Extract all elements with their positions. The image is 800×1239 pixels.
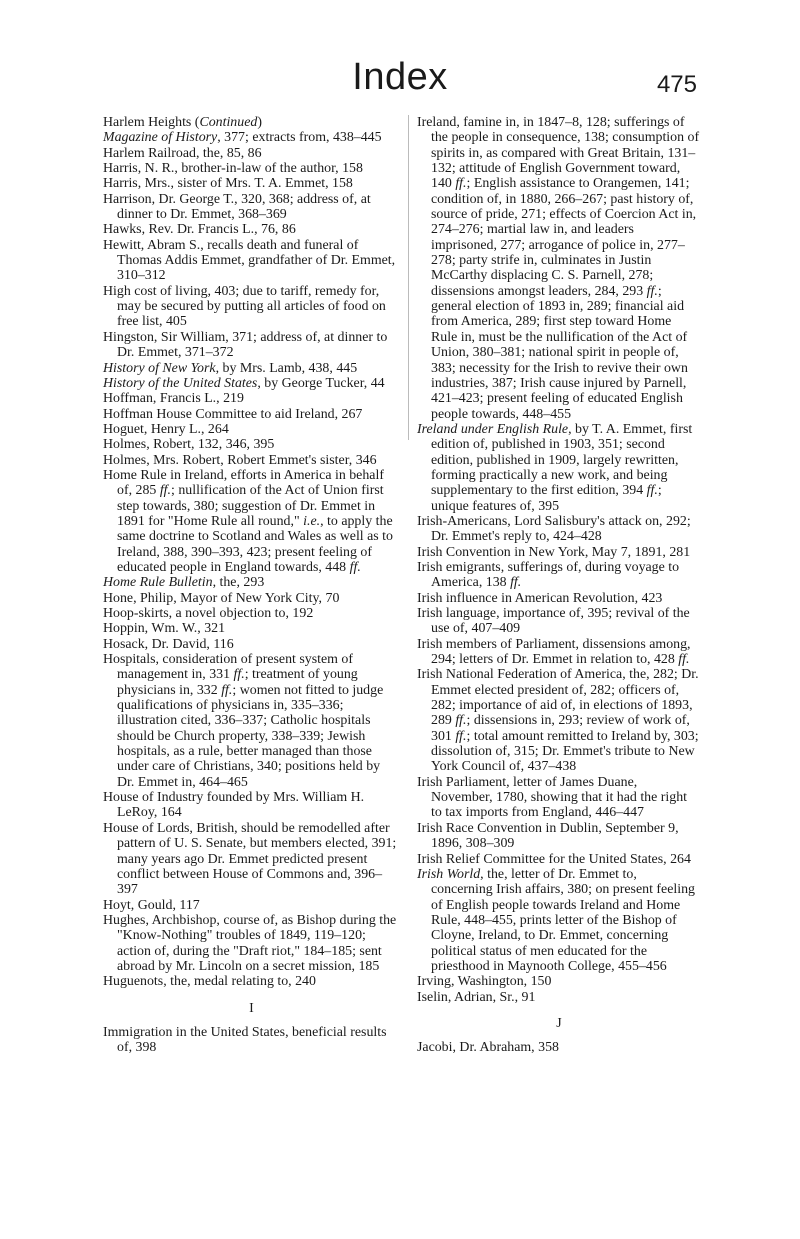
- index-entry: Hoppin, Wm. W., 321: [103, 621, 226, 637]
- index-entry: Hoffman House Committee to aid Ireland, 267: [103, 406, 363, 422]
- index-entry: Irish-Americans, Lord Salisbury's attack on, 292; Dr. Emmet's reply to, 424–428: [417, 513, 691, 545]
- right-after-entries: [417, 1040, 701, 1055]
- index-entry: Hoffman, Francis L., 219: [103, 391, 244, 407]
- index-entry: Home Rule in Ireland, efforts in America in behalf of, 285 ff.; nullification of the Act of Union first step towards, 380; suggestion of Dr. Emmet in 1891 for "Home Rule all round," i.e., to apply the same doctrine to Scotland and Wales as well as to Ireland, 388, 390–393, 423; present feeling of educated people in England towards, 448 ff.: [103, 467, 393, 575]
- index-entry: Irving, Washington, 150: [417, 974, 552, 990]
- index-entry: Irish National Federation of America, the, 282; Dr. Emmet elected president of, 282; officers of, 282; importance of aid of, in elections of 1893, 289 ff.; dissensions in, 293; review of work of, 301 ff.; total amount remitted to Ireland by, 303; dissolution of, 315; Dr. Emmet's tribute to New York Council of, 437–438: [417, 667, 699, 775]
- index-entry: Hewitt, Abram S., recalls death and funeral of Thomas Addis Emmet, grandfather of Dr. Emmet, 310–312: [103, 237, 396, 284]
- index-entry: High cost of living, 403; due to tariff, remedy for, may be secured by putting all articles of food on free list, 405: [103, 283, 386, 330]
- index-entry: Immigration in the United States, beneficial results of, 398: [103, 1024, 387, 1056]
- right-entries: [417, 115, 701, 1005]
- page-number: 475: [656, 71, 697, 98]
- index-entry: Harlem Railroad, the, 85, 86: [103, 145, 262, 161]
- index-entry: Hospitals, consideration of present system of management in, 331 ff.; treatment of young physicians in, 332 ff.; women not fitted to judge qualifications of physicians in, 335–336; illustration cited, 336–337; Catholic hospitals should be Church property, 338–339; Jewish hospitals, as a rule, better managed than those under care of Christians, 340; positions held by Dr. Emmet in, 464–465: [103, 652, 384, 790]
- index-entry: Iselin, Adrian, Sr., 91: [417, 989, 536, 1005]
- left-after-entries: [103, 1025, 400, 1056]
- index-entry: Irish World, the, letter of Dr. Emmet to, concerning Irish affairs, 380; on present feeling of English people towards Ireland and Home Rule, 448–455, prints letter of the Bishop of Cloyne, Ireland, to Dr. Emmet, concerning political status of men educated for the priesthood in Maynooth College, 455–456: [417, 866, 695, 974]
- index-entry: History of New York, by Mrs. Lamb, 438, 445: [103, 360, 358, 376]
- index-entry: Harlem Heights (Continued): [103, 115, 262, 130]
- index-entry: Hoop-skirts, a novel objection to, 192: [103, 606, 314, 621]
- column-divider: [408, 115, 409, 440]
- index-entry: Ireland, famine in, in 1847–8, 128; sufferings of the people in consequence, 138; consumption of spirits in, as compared with Great Britain, 131–132; attitude of English Government toward, 140 ff.; English assistance to Orangemen, 141; condition of, in 1880, 266–267; past history of, source of pride, 271; effects of Coercion Act in, 274–276; martial law in, and leaders imprisoned, 277; arrogance of police in, 277–278; party strife in, culminates in Justin McCarthy displacing C. S. Parnell, 278; dissensions amongst leaders, 284, 293 ff.; general election of 1893 in, 289; financial aid from America, 289; first step toward Home Rule in, must be the nullification of the Act of Union, 380–381; national spirit in people of, 383; necessity for the Irish to revive their own industries, 387; Irish cause injured by Parnell, 421–423; present feeling of educated English people towards, 448–455: [417, 115, 700, 422]
- section-letter-j: J: [556, 1015, 562, 1031]
- index-entry: Harrison, Dr. George T., 320, 368; address of, at dinner to Dr. Emmet, 368–369: [103, 191, 371, 223]
- index-entry: Holmes, Robert, 132, 346, 395: [103, 437, 275, 453]
- index-entry: Irish Convention in New York, May 7, 1891, 281: [417, 544, 691, 560]
- index-entry: Irish influence in American Revolution, 423: [417, 590, 663, 606]
- index-entry: Harris, N. R., brother-in-law of the author, 158: [103, 161, 363, 177]
- index-entry: Hingston, Sir William, 371; address of, at dinner to Dr. Emmet, 371–372: [103, 329, 388, 361]
- index-entry: Jacobi, Dr. Abraham, 358: [417, 1040, 559, 1056]
- index-entry: Ireland under English Rule, by T. A. Emmet, first edition of, published in 1903, 351; second edition, published in 1909, largely rewritten, forming practically a new work, and being supplementary to the first edition, 394 ff.; unique features of, 395: [417, 421, 693, 514]
- index-entry: Hawks, Rev. Dr. Francis L., 76, 86: [103, 222, 296, 238]
- index-entry: Magazine of History, 377; extracts from, 438–445: [103, 130, 382, 146]
- index-entry: Hughes, Archbishop, course of, as Bishop during the "Know-Nothing" troubles of 1849, 119–120; action of, during the "Draft riot," 184–185; sent abroad by Mr. Lincoln on a secret mission, 185: [103, 912, 397, 974]
- section-letter-i: I: [249, 1000, 254, 1016]
- index-entry: Hoyt, Gould, 117: [103, 897, 200, 913]
- index-column-right: [417, 115, 701, 1056]
- index-column-left: [103, 115, 400, 1056]
- left-entries: [103, 115, 400, 990]
- index-entry: History of the United States, by George Tucker, 44: [103, 375, 385, 391]
- index-entry: Irish Race Convention in Dublin, September 9, 1896, 308–309: [417, 820, 679, 852]
- index-entry: Hone, Philip, Mayor of New York City, 70: [103, 590, 340, 606]
- index-entry: Irish Parliament, letter of James Duane, November, 1780, showing that it had the right to tax imports from England, 446–447: [417, 774, 687, 821]
- index-entry: House of Lords, British, should be remodelled after pattern of U. S. Senate, but members elected, 391; many years ago Dr. Emmet predicted present conflict between House of Commons and, 396–397: [103, 820, 397, 898]
- index-entry: House of Industry founded by Mrs. William H. LeRoy, 164: [103, 790, 365, 821]
- index-entry: Irish Relief Committee for the United States, 264: [417, 851, 691, 867]
- index-entry: Hosack, Dr. David, 116: [103, 636, 234, 652]
- index-entry: Irish emigrants, sufferings of, during voyage to America, 138 ff.: [417, 559, 680, 591]
- page-title: Index: [352, 56, 448, 98]
- index-entry: Holmes, Mrs. Robert, Robert Emmet's sister, 346: [103, 452, 377, 468]
- index-entry: Irish members of Parliament, dissensions among, 294; letters of Dr. Emmet in relation to, 428 ff.: [417, 636, 691, 668]
- index-entry: Irish language, importance of, 395; revival of the use of, 407–409: [417, 606, 690, 637]
- index-entry: Huguenots, the, medal relating to, 240: [103, 974, 316, 990]
- index-entry: Harris, Mrs., sister of Mrs. T. A. Emmet, 158: [103, 176, 353, 192]
- index-entry: Home Rule Bulletin, the, 293: [103, 575, 265, 591]
- index-entry: Hoguet, Henry L., 264: [103, 421, 229, 437]
